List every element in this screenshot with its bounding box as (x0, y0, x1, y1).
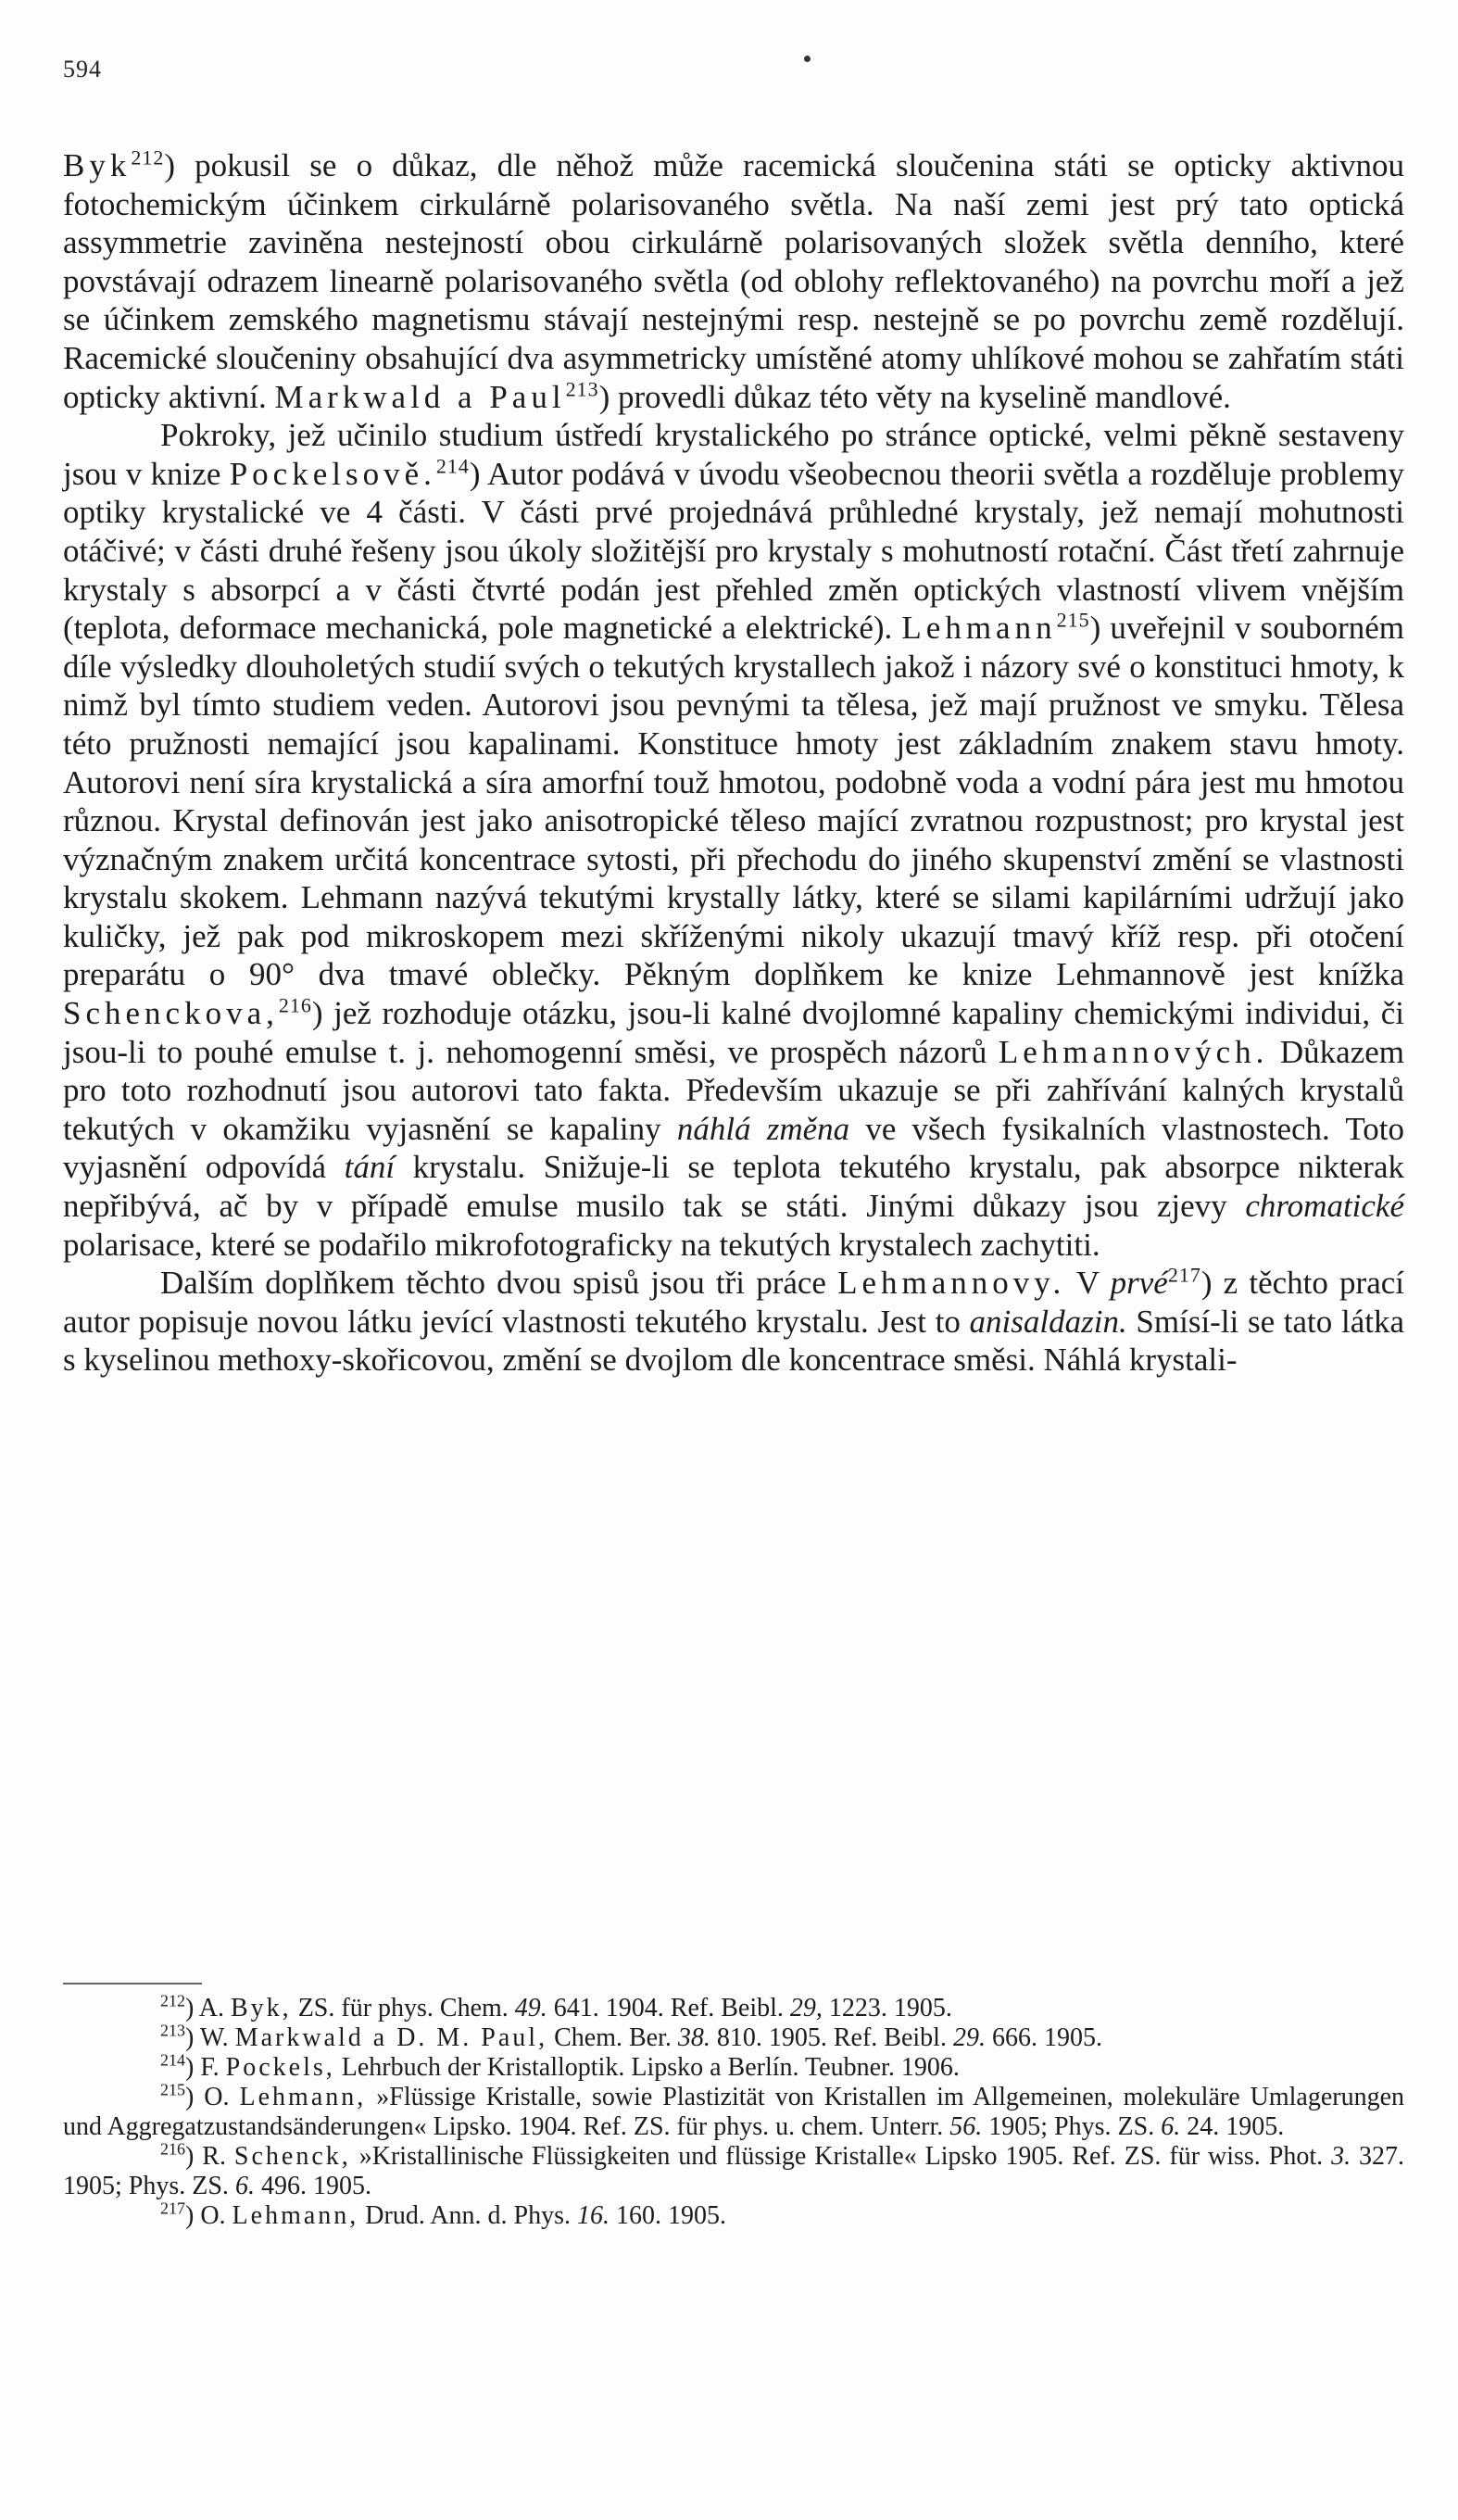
text-run: Smísí-li se tato látka s kyselinou methoxy-skořicovou, změní se dvojlom dle koncentrace směsi. Náhlá krystali- (63, 1303, 1404, 1379)
text-run: ) O. (185, 2201, 233, 2230)
footnote-number: 214 (160, 2050, 185, 2070)
spaced-name: Byk (63, 147, 132, 183)
footnote-reference: 217 (1167, 1263, 1201, 1287)
emphasized-text: 6. (234, 2172, 255, 2200)
text-run: ) provedli důkaz této věty na kyselině mandlové. (598, 378, 1231, 415)
text-run: ) z těchto prací autor popisuje novou látku jevící vlastnosti tekutého krystalu. Jest to (63, 1265, 1405, 1340)
text-run: ve všech fysikalních vlastnostech. Toto vyjasnění odpovídá (63, 1110, 1405, 1186)
text-run: 24. 1905. (1180, 2112, 1285, 2141)
text-run: ) jež rozhoduje otázku, jsou-li kalné dvojlomné kapaliny chemickými individui, či jsou-li to pouhé emulse t. j. nehomogenní směsi, ve prospěch názorů (63, 995, 1404, 1070)
footnote-reference: 214 (435, 454, 470, 478)
footnotes (63, 1991, 1405, 2231)
footnote (63, 2050, 1404, 2083)
footnote (63, 2139, 1405, 2201)
footnote-reference: 215 (1056, 608, 1090, 632)
text-run: Dalším doplňkem těchto dvou spisů jsou tři práce (160, 1265, 838, 1302)
text-run: ) Autor podává v úvodu všeobecnou theorii světla a rozděluje problemy optiky krystalické ve 4 části. V části prvé projednává průhledné krystaly, jež nemají mohutnosti otáčivé; v části druhé řešeny jsou úkoly složitější pro krystaly s mohutností rotační. Část třetí zahrnuje krystaly s absorpcí a v části čtvrté podán jest přehled změn optických vlastností vlivem vnějším (teplota, deformace mechanická, pole magnetické a elektrické). (63, 455, 1405, 647)
spaced-name: Lehmann, (239, 2083, 367, 2111)
spaced-name: Markwald a D. M. Paul, (234, 2023, 548, 2052)
text-run: ) F. (185, 2053, 226, 2082)
text-run: Důkazem pro toto rozhodnutí jsou autorovi tato fakta. Především ukazuje se při zahřívání kalných krystalů tekutých v okamžiku vyjasnění se kapaliny (63, 1033, 1405, 1147)
footnote-number: 212 (160, 1991, 185, 2010)
emphasized-text: 29. (952, 2023, 986, 2052)
footnote (63, 2201, 1404, 2231)
emphasized-text: 49. (514, 1994, 547, 2022)
spaced-name: Pockels, (225, 2053, 335, 2082)
emphasized-text: tání (344, 1149, 396, 1186)
text-run: ) R. (185, 2142, 234, 2171)
text-run: Lehrbuch der Kristalloptik. Lipsko a Berlín. Teubner. 1906. (334, 2053, 960, 2082)
page-number: 594 (63, 56, 102, 82)
spaced-name: Schenck, (233, 2142, 351, 2171)
emphasized-text: 56. (949, 2112, 983, 2141)
print-dot (804, 56, 811, 62)
footnote-reference: 216 (278, 993, 312, 1017)
text-run: Drud. Ann. d. Phys. (358, 2201, 577, 2230)
text-run: ) uveřejnil v souborném díle výsledky dlouholetých studií svých o tekutých krystallech jakož i názory své o konstituci hmoty, k nimž byl tímto studiem veden. Autorovi jsou pevnými ta tělesa, jež mají pružnost ve smyku. Tělesa této pružnosti nemající jsou kapalinami. Konstituce hmoty jest základním znakem stavu hmoty. Autorovi není síra krystalická a síra amorfní touž hmotou, podobně voda a vodní pára jest mu hmotou různou. Krystal definován jest jako anisotropické těleso mající zvratnou rozpustnost; pro krystal jest význačným znakem určitá koncentrace sytosti, při přechodu do jiného skupenství změní se vlastnosti krystalu skokem. Lehmann nazývá tekutými krystally látky, které se silami kapilárními udržují jako kuličky, jež pak pod mikroskopem mezi skříženými nikoly ukazují tmavý kříž resp. při otočení preparátu o 90° dva tmavé oblečky. Pěkným doplňkem ke knize Lehmannově jest knížka (63, 610, 1404, 993)
emphasized-text: 6. (1161, 2112, 1181, 2141)
spaced-name: Lehmannových. (998, 1033, 1269, 1070)
main-text (63, 146, 1404, 1380)
footnote-reference: 212 (131, 145, 165, 170)
text-run: V (1065, 1265, 1111, 1302)
text-run: 496. 1905. (254, 2172, 371, 2200)
footnote-number: 216 (160, 2139, 185, 2159)
text-run: »Kristallinische Flüssigkeiten und flüssige Kristalle« Lipsko 1905. Ref. ZS. für wiss. Phot. (350, 2142, 1332, 2171)
spaced-name: Lehmann, (232, 2201, 359, 2230)
paragraph (63, 146, 1404, 416)
text-run: krystalu. Snižuje-li se teplota tekutého krystalu, pak absorpce nikterak nepřibývá, ač by v případě emulse musilo tak se státi. Jinými důkazy jsou zjevy (63, 1149, 1404, 1225)
text-run: ) pokusil se o důkaz, dle něhož může racemická sloučenina státi se opticky aktivnou fotochemickým účinkem cirkulárně polarisovaného světla. Na naší zemi jest prý tato optická assymmetrie zaviněna nestejností obou cirkulárně polarisovaných složek světla denního, které povstávají odrazem linearně polarisovaného světla (od oblohy reflektovaného) na povrchu moří a jež se účinkem zemského magnetismu stávají nestejnými resp. nestejně se po povrchu země rozdělují. Racemické sloučeniny obsahující dva asymmetricky umístěné atomy uhlíkové mohou se zahřatím státi opticky aktivní. (63, 147, 1404, 415)
text-run: ) O. (185, 2083, 240, 2111)
emphasized-text: anisaldazin. (969, 1303, 1127, 1340)
text-run: 1223. 1905. (822, 1994, 952, 2022)
footnote-number: 215 (160, 2080, 185, 2099)
footnote (63, 2023, 1404, 2053)
footnote-number: 217 (160, 2199, 185, 2218)
emphasized-text: 3. (1331, 2142, 1351, 2171)
emphasized-text: 16. (577, 2201, 610, 2230)
spaced-name: Byk, (231, 1994, 292, 2022)
spaced-name: Schenckova, (63, 995, 279, 1032)
text-run: ) A. (185, 1994, 231, 2022)
emphasized-text: 29, (789, 1994, 823, 2022)
footnote (63, 2080, 1404, 2142)
text-run: Pokroky, jež učinilo studium ústředí krystalického po stránce optické, velmi pěkně sestaveny jsou v knize (63, 417, 1404, 492)
text-run: 641. 1904. Ref. Beibl. (547, 1994, 790, 2022)
text-run: ZS. für phys. Chem. (291, 1994, 515, 2022)
emphasized-text: 38. (677, 2023, 710, 2052)
footnote (63, 1991, 1404, 2023)
spaced-name: Lehmannovy. (837, 1265, 1066, 1302)
paragraph (63, 1264, 1404, 1380)
text-run: 1905; Phys. ZS. (982, 2112, 1162, 2141)
text-run: 327. 1905; Phys. ZS. (63, 2142, 1405, 2200)
emphasized-text: náhlá změna (676, 1110, 850, 1147)
spaced-name: Lehmann (901, 610, 1057, 647)
spaced-name: Markwald a Paul (274, 378, 566, 415)
emphasized-text: chromatické (1245, 1188, 1404, 1225)
text-run: polarisace, které se podařilo mikrofotograficky na tekutých krystalech zachytiti. (63, 1226, 1100, 1263)
emphasized-text: prvé (1110, 1265, 1168, 1302)
footnote-reference: 213 (565, 376, 599, 400)
footnote-divider (63, 1983, 202, 1984)
text-run: 810. 1905. Ref. Beibl. (710, 2023, 953, 2052)
text-run: 160. 1905. (610, 2201, 726, 2230)
footnote-number: 213 (160, 2021, 185, 2040)
paragraph (63, 416, 1404, 1264)
text-run: Chem. Ber. (547, 2023, 678, 2052)
spaced-name: Pockelsově. (229, 455, 436, 492)
text-run: ) W. (185, 2023, 235, 2052)
text-run: »Flüssige Kristalle, sowie Plastizität von Kristallen im Allgemeinen, molekuläre Umlagerungen und Aggregatzustandsänderungen« Lipsko. 1904. Ref. ZS. für phys. u. chem. Unterr. (63, 2083, 1404, 2141)
text-run: 666. 1905. (985, 2023, 1102, 2052)
